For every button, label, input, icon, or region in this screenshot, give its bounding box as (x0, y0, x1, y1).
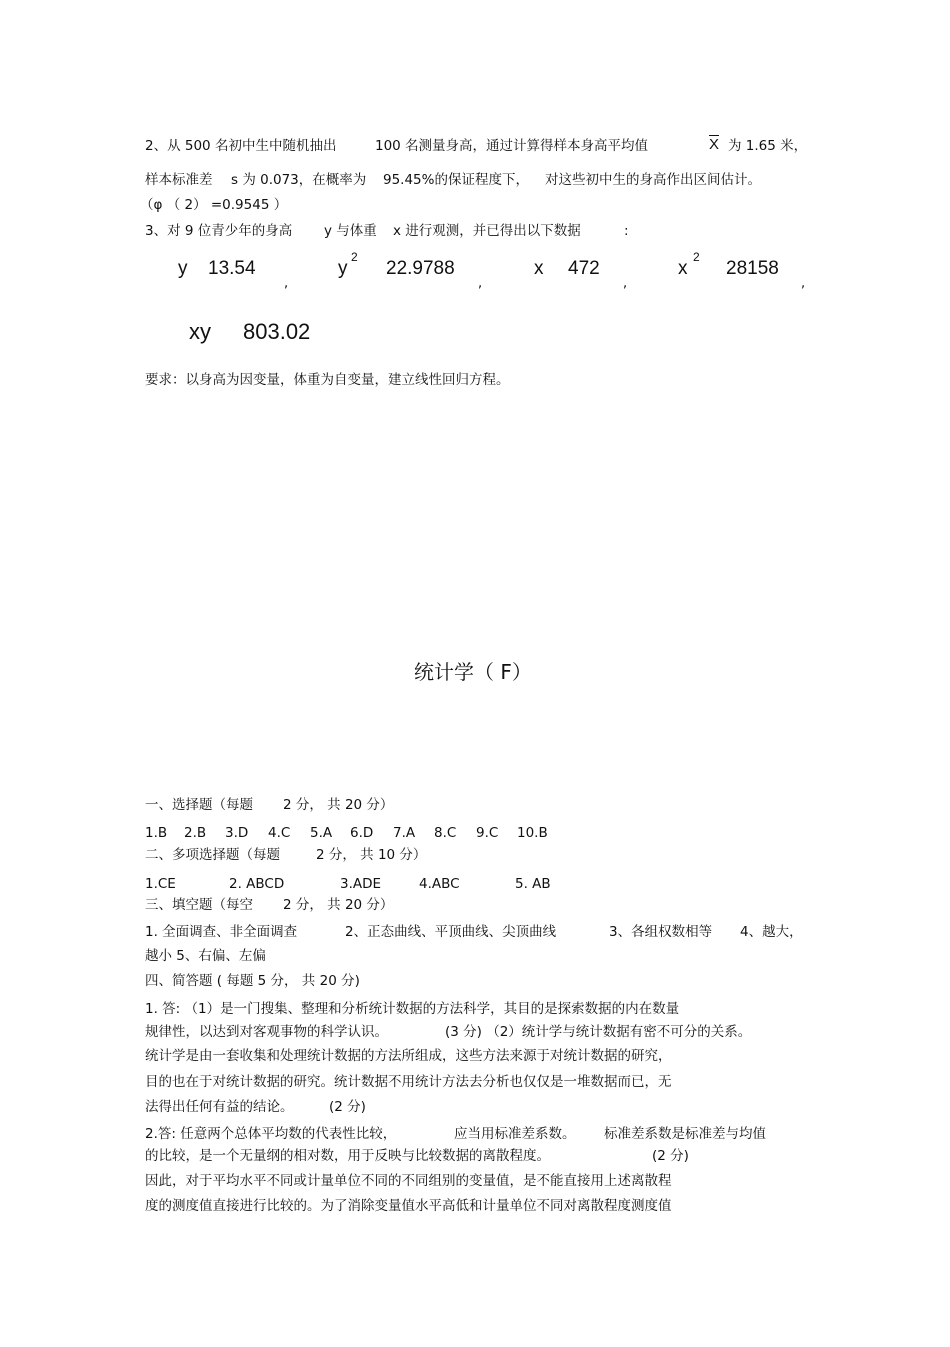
answer-2-line-1c: 标准差系数是标准差与均值 (604, 1126, 766, 1142)
section-1-heading-a: 一、选择题（每题 (145, 797, 253, 813)
answer: 3.ADE (340, 876, 382, 892)
q2-line3: （φ （ 2） =0.9545 ） (140, 197, 288, 213)
q3-text-b: y 与体重 (324, 223, 377, 239)
q2-line2-d: 对这些初中生的身高作出区间估计。 (545, 172, 761, 188)
answer: 2.B (184, 825, 207, 841)
section-3-line-1a: 1. 全面调查、非全面调查 (145, 924, 298, 940)
separator: , (478, 276, 483, 291)
formula-2-value: 22.9788 (386, 258, 455, 279)
formula-3-var: x (534, 258, 544, 279)
q3-text-c: x 进行观测，并已得出以下数据 (393, 223, 581, 239)
formula-1-var: y (178, 258, 188, 279)
section-3-heading-a: 三、填空题（每空 (145, 897, 253, 913)
answer-1-line-5b: (2 分) (329, 1099, 366, 1115)
q2-line2-c: 95.45%的保证程度下， (383, 172, 529, 188)
answer-1-line-2a: 规律性，以达到对客观事物的科学认识。 (145, 1024, 388, 1040)
formula-3-value: 472 (568, 258, 600, 279)
section-2-heading-a: 二、多项选择题（每题 (145, 847, 280, 863)
answer: 8.C (434, 825, 457, 841)
answer-1-line-4: 目的也在于对统计数据的研究。统计数据不用统计方法去分析也仅仅是一堆数据而已，无 (145, 1074, 672, 1090)
answer: 6.D (350, 825, 374, 841)
q3-text-a: 3、对 9 位青少年的身高 (145, 223, 293, 239)
formula-4-value: 28158 (726, 258, 779, 279)
answer-2-line-2a: 的比较，是一个无量纲的相对数，用于反映与比较数据的离散程度。 (145, 1148, 550, 1164)
q2-line2-a: 样本标准差 (145, 172, 213, 188)
answer: 4.ABC (419, 876, 460, 892)
formula-2-var: y (338, 258, 348, 279)
q2-text-b: 100 名测量身高，通过计算得样本身高平均值 (375, 138, 649, 154)
formula-1-value: 13.54 (208, 258, 256, 279)
answer-1-line-3: 统计学是由一套收集和处理统计数据的方法所组成，这些方法来源于对统计数据的研究， (145, 1048, 672, 1064)
answer-1-line-2b: (3 分) （2）统计学与统计数据有密不可分的关系。 (445, 1024, 752, 1040)
formula-2-exponent: 2 (351, 250, 358, 264)
section-3-heading-b: 2 分， 共 20 分） (283, 897, 394, 913)
section-3-line-1d: 4、越大， (740, 924, 803, 940)
q2-line2-b: s 为 0.073，在概率为 (231, 172, 367, 188)
answer-2-line-2b: (2 分) (652, 1148, 689, 1164)
answer: 1.CE (145, 876, 176, 892)
formula-5-value: 803.02 (243, 319, 311, 344)
q3-colon: : (624, 223, 629, 239)
section-1-heading-b: 2 分， 共 20 分） (283, 797, 394, 813)
q3-requirement: 要求：以身高为因变量，体重为自变量，建立线性回归方程。 (145, 372, 510, 388)
answer: 4.C (268, 825, 291, 841)
q2-text-c: 为 1.65 米， (728, 138, 808, 154)
answer: 10.B (517, 825, 548, 841)
section-3-line-1c: 3、各组权数相等 (609, 924, 713, 940)
answer: 5.A (310, 825, 333, 841)
answer: 2. ABCD (229, 876, 285, 892)
answer: 3.D (225, 825, 249, 841)
answer: 1.B (145, 825, 168, 841)
formula-5-var: xy (189, 319, 211, 344)
separator: , (801, 276, 806, 291)
answer-2-line-4: 度的测度值直接进行比较的。为了消除变量值水平高低和计量单位不同对离散程度测度值 (145, 1198, 672, 1214)
answer: 9.C (476, 825, 499, 841)
separator: , (623, 276, 628, 291)
formula-4-var: x (678, 258, 688, 279)
answer: 5. AB (515, 876, 551, 892)
x-bar-symbol: X (709, 136, 720, 153)
answer-1-line-1: 1. 答: （1）是一门搜集、整理和分析统计数据的方法科学，其目的是探索数据的内在数量 (145, 1001, 680, 1017)
page-title: 统计学（ F） (414, 660, 532, 684)
section-3-line-1b: 2、正态曲线、平顶曲线、尖顶曲线 (345, 924, 557, 940)
section-4-heading: 四、简答题 ( 每题 5 分， 共 20 分) (145, 973, 360, 989)
separator: , (284, 276, 289, 291)
answer-1-line-5a: 法得出任何有益的结论。 (145, 1099, 294, 1115)
section-3-line-2: 越小 5、右偏、左偏 (145, 948, 266, 964)
formula-4-exponent: 2 (693, 250, 700, 264)
answer-2-line-3: 因此，对于平均水平不同或计量单位不同的不同组别的变量值，是不能直接用上述离散程 (145, 1173, 672, 1189)
answer-2-line-1b: 应当用标准差系数。 (454, 1126, 576, 1142)
answer-2-line-1a: 2.答: 任意两个总体平均数的代表性比较， (145, 1126, 397, 1142)
answer: 7.A (393, 825, 416, 841)
q2-text-a: 2、从 500 名初中生中随机抽出 (145, 138, 337, 154)
section-2-heading-b: 2 分， 共 10 分） (316, 847, 427, 863)
